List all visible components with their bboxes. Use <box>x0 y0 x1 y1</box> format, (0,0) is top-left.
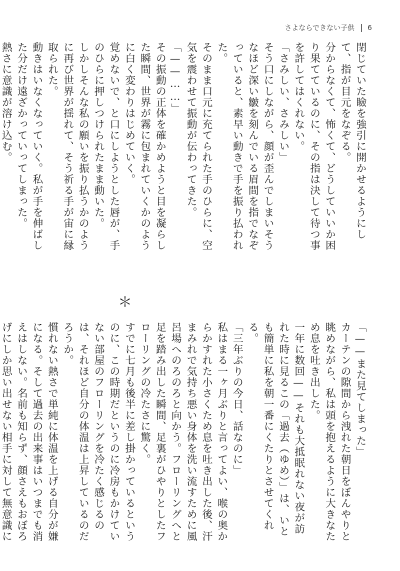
running-header <box>285 23 372 33</box>
paragraph: 熱さに意識が溶け込む。 <box>0 42 12 163</box>
book-title: さよならできない子供 <box>284 24 355 32</box>
paragraph: 動きはいなくなっていく。私が手を伸ばした分だけ遠ざかっていってしまった。 <box>15 42 43 251</box>
page-number: 6 <box>367 24 372 32</box>
dialogue: 「三年ぶりの今日、話なのに」 <box>230 322 243 476</box>
bottom-text-block <box>0 322 367 542</box>
paragraph: 私はまる一ヶ月ぶりと言ってよい、喉の奥からかすれた小さくため息を吐き出した後、汗まみれで気持ち悪い身体を洗い流すために風呂場へのろのろと向かう。フローリングへと足を踏み出した瞬間、足裏がひやりとしたフローリングの冷たさに驚く。 <box>138 322 228 542</box>
dialogue: 「さみしい、さみしい」 <box>276 42 289 163</box>
top-text-block <box>0 42 367 260</box>
paragraph: 分からなくて、怖くて、どうしていいか困り果てているのに、その指は決して待つ事を許してはくれない。 <box>292 42 336 251</box>
paragraph: すでに七月も後半に差し掛かっているというのに、この時期だというのに冷房もかけていない部屋のフローリングを冷たく感じるのは、それほど自分の体温は上昇しているのだろうか。 <box>61 322 135 542</box>
paragraph: 閉じていた瞼を強引に開かせるようにして、指が目元をなぞる。 <box>338 42 366 240</box>
paragraph: そのまま口元に充てられた手のひらに、空気を震わせて振動が伝わってきた。 <box>184 42 212 251</box>
dialogue: 「——……」 <box>169 42 182 115</box>
paragraph: 覚めないで、と口にしようとした唇が、手のひらに押しつけられたまま動いた。 <box>92 42 120 251</box>
section-break-asterisk: ＊ <box>118 295 132 311</box>
paragraph: 一年に数回——それも大抵眠れない夜が訪れた時に見るこの「過去（ゆめ）」は、いとも簡単に私を朝一番にくたりとさせてくれる。 <box>246 322 305 537</box>
dialogue: 「——また見てしまった」 <box>354 322 366 458</box>
header-separator <box>361 24 362 32</box>
paragraph: その振動の正体を確かめようと目を凝らした瞬間、世界が霧に包まれていくかのように白く変わりはじめていく。 <box>122 42 166 251</box>
paragraph: カーテンの隙間から洩れた朝日をぼんやりと眺めながら、私は頭を抱えるように大きなため息を吐き出した。 <box>307 322 351 542</box>
paragraph: 慣れない熱さで単純に体温を上げる自分が嫌になる。そして過去の出来事はいつまでも消えはしない。名前も知らず、顔さえもおぼろげにしか思い出せない相手に対して無意識に <box>0 322 58 542</box>
paragraph: そう口にしながら、顔が歪んでしまいそうなほど深い皺を刻んでいる眉間を指でなぞっていると、素早い動きで手を振り払われた。 <box>215 42 274 251</box>
paragraph: しかしそんな私の願いを振り払うかのように再び世界が揺れて、そう祈る手が宙に縁取られた。 <box>45 42 89 251</box>
